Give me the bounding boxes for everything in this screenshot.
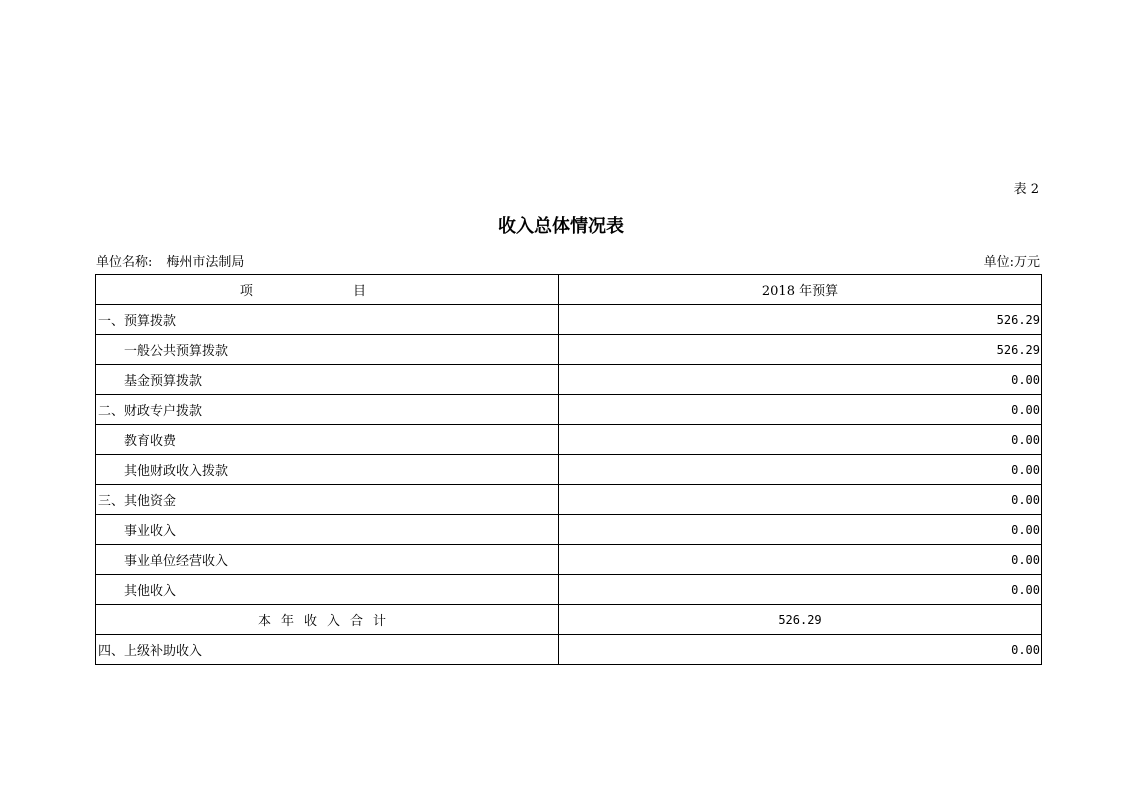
income-table [95, 274, 1042, 665]
row-label: 事业单位经营收入 [96, 545, 559, 575]
row-value: 0.00 [559, 575, 1042, 605]
row-label: 基金预算拨款 [96, 365, 559, 395]
row-value: 0.00 [559, 515, 1042, 545]
row-value: 0.00 [559, 425, 1042, 455]
unit-name-label: 单位名称: [96, 255, 153, 270]
page-title: 收入总体情况表 [498, 216, 624, 237]
table-row [96, 515, 1042, 545]
unit-name [96, 251, 244, 270]
table-row [96, 545, 1042, 575]
row-label: 其他收入 [96, 575, 559, 605]
total-label: 本年收入合计 [96, 605, 559, 635]
table-row [96, 395, 1042, 425]
table-row [96, 365, 1042, 395]
row-label: 一般公共预算拨款 [96, 335, 559, 365]
table-row [96, 455, 1042, 485]
row-value: 526.29 [559, 305, 1042, 335]
table-header-row [96, 275, 1042, 305]
table-row [96, 335, 1042, 365]
row-label: 四、上级补助收入 [96, 635, 559, 665]
row-value: 0.00 [559, 365, 1042, 395]
row-value: 0.00 [559, 635, 1042, 665]
row-label: 三、其他资金 [96, 485, 559, 515]
table-row [96, 635, 1042, 665]
row-value: 0.00 [559, 395, 1042, 425]
row-label: 其他财政收入拨款 [96, 455, 559, 485]
row-value: 0.00 [559, 485, 1042, 515]
currency-unit: 单位:万元 [983, 255, 1040, 270]
total-value: 526.29 [559, 605, 1042, 635]
table-row [96, 575, 1042, 605]
header-item: 项 目 [96, 275, 559, 305]
row-value: 0.00 [559, 545, 1042, 575]
table-number: 表 2 [1013, 182, 1039, 197]
total-row [96, 605, 1042, 635]
row-value: 0.00 [559, 455, 1042, 485]
row-label: 二、财政专户拨款 [96, 395, 559, 425]
row-label: 事业收入 [96, 515, 559, 545]
table-row [96, 425, 1042, 455]
row-label: 一、预算拨款 [96, 305, 559, 335]
row-label: 教育收费 [96, 425, 559, 455]
header-budget: 2018 年预算 [559, 275, 1042, 305]
table-row [96, 485, 1042, 515]
table-row [96, 305, 1042, 335]
row-value: 526.29 [559, 335, 1042, 365]
unit-name-value: 梅州市法制局 [166, 255, 245, 270]
